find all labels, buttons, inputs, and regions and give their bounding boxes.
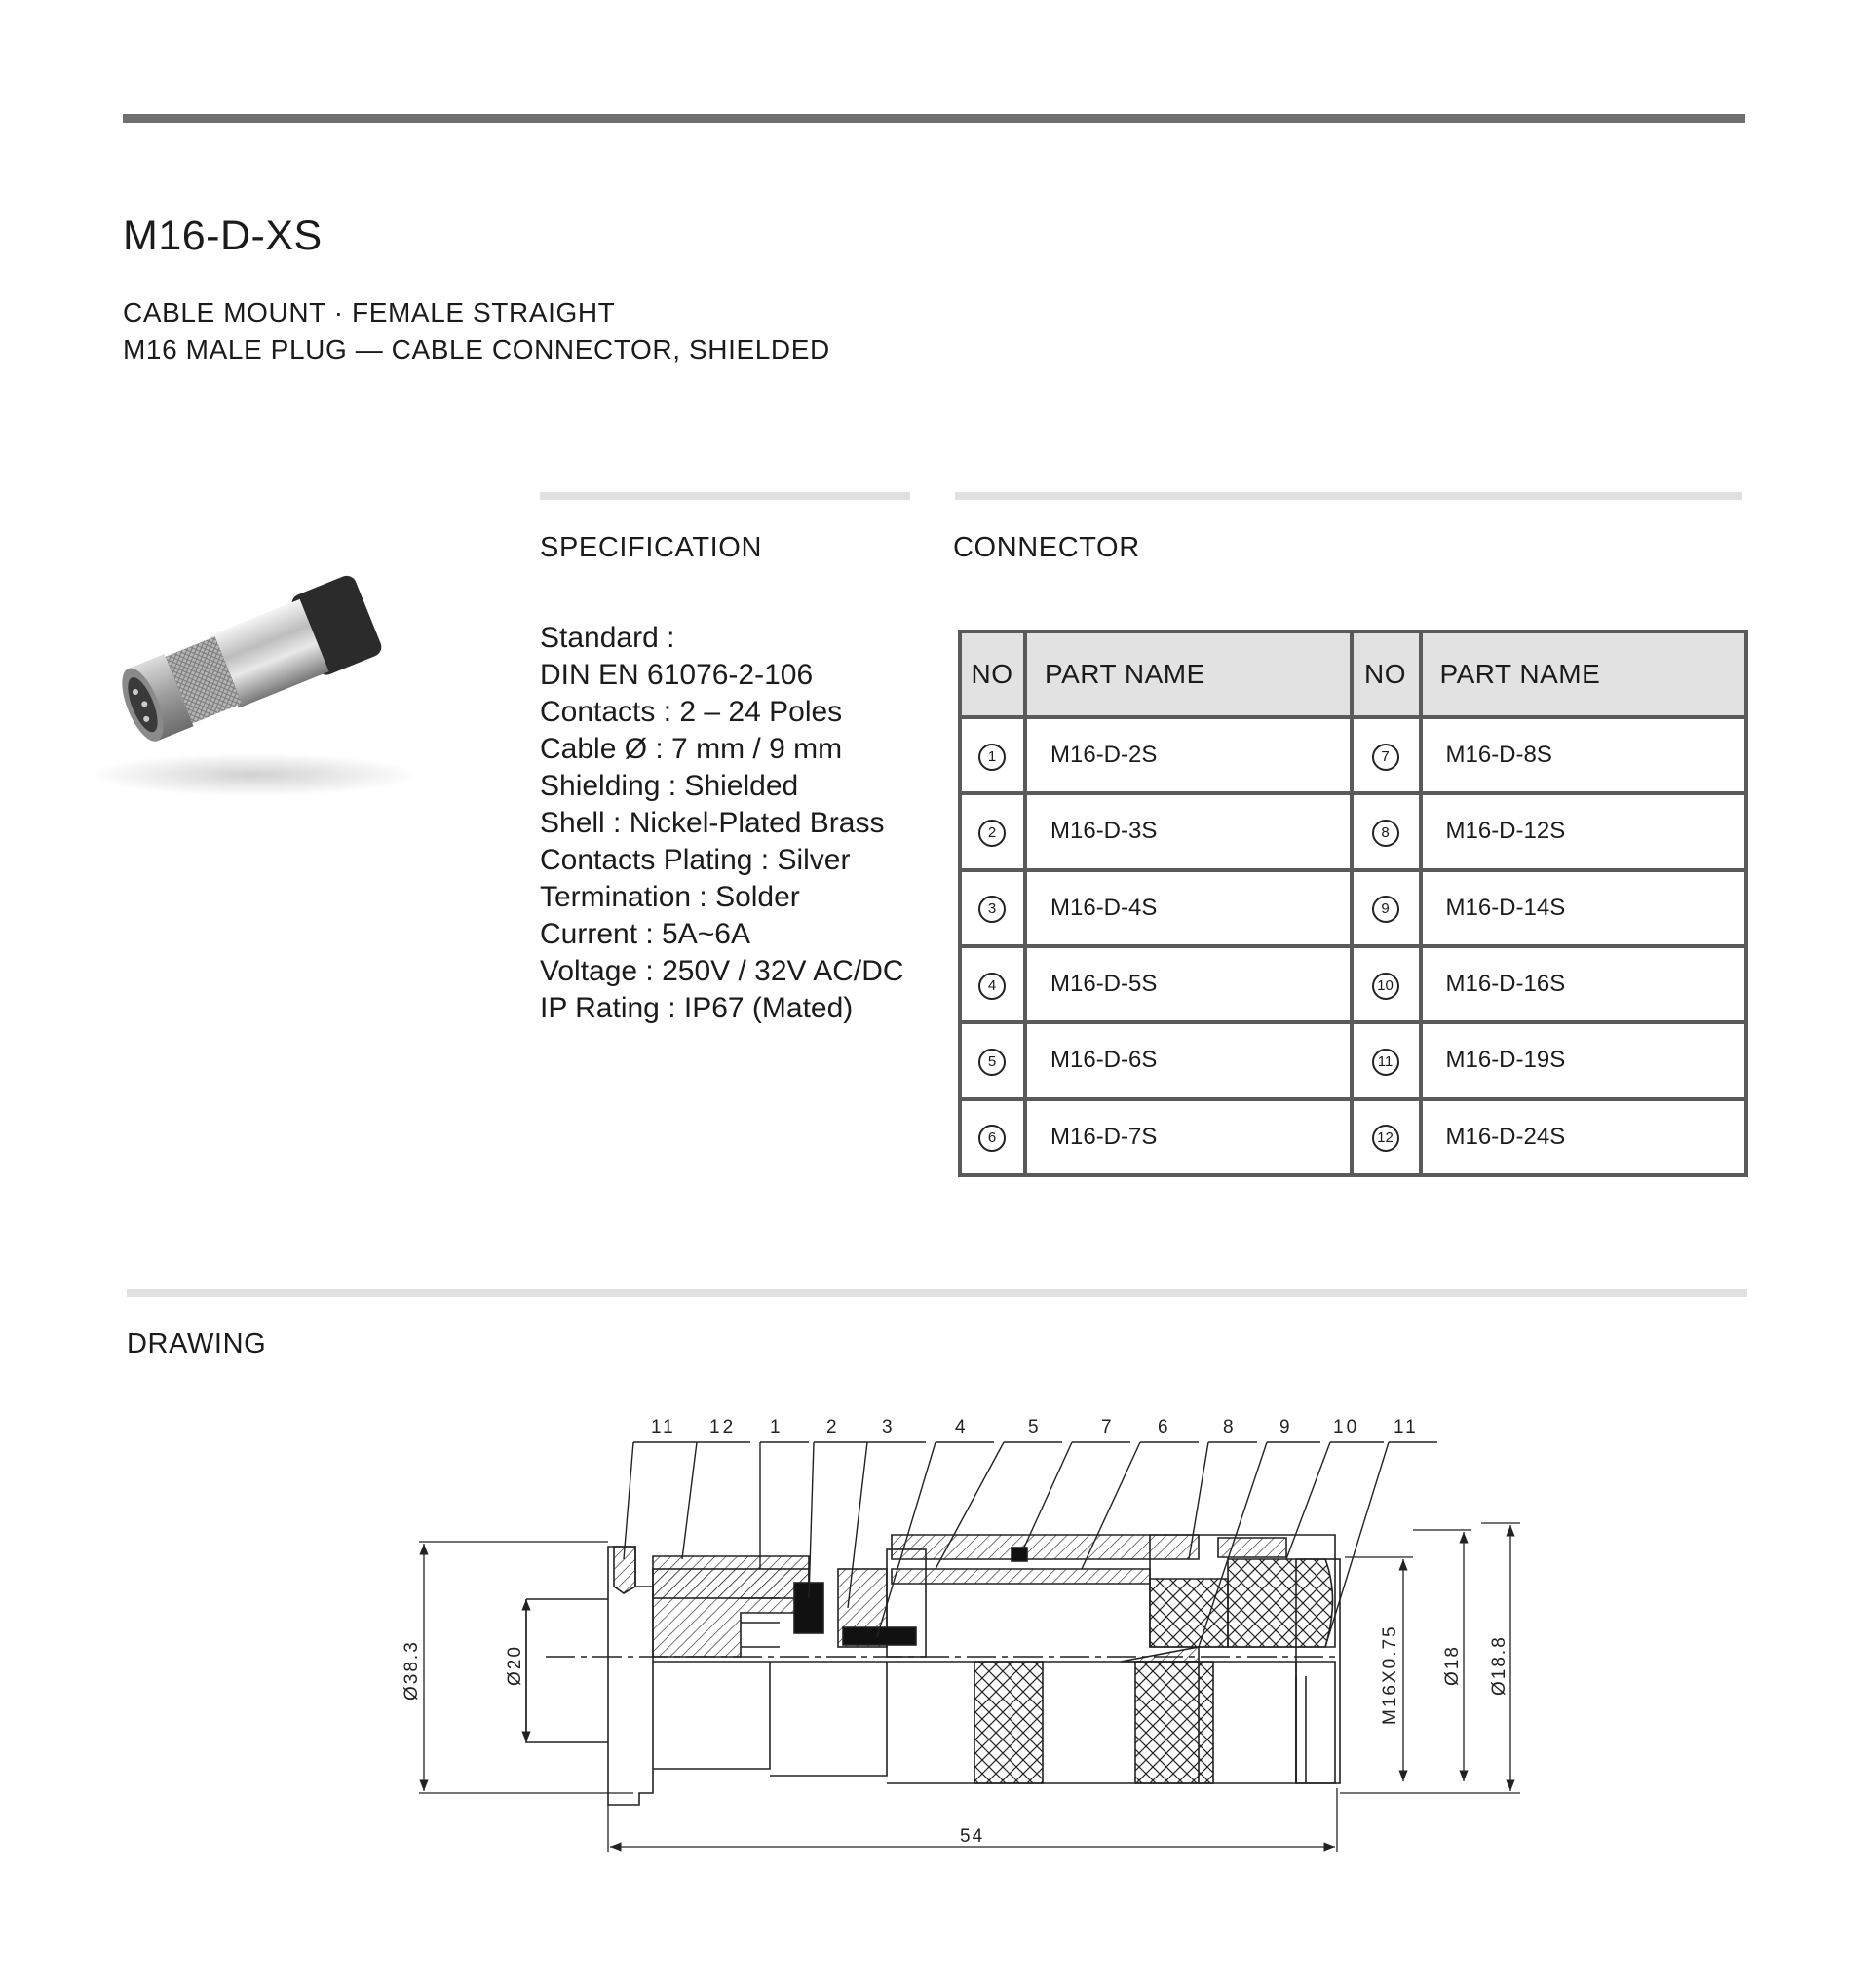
dim-d383: Ø38.3 <box>401 1640 422 1701</box>
spec-item: Standard : <box>540 622 675 654</box>
knurl-1 <box>974 1662 1043 1783</box>
body-top <box>892 1535 1199 1559</box>
part-name: M16-D-3S <box>1025 793 1352 869</box>
part-name: M16-D-4S <box>1025 870 1352 946</box>
product-title: M16-D-XS <box>123 212 323 259</box>
callout-label: 11 <box>651 1417 676 1437</box>
col-part-right: PART NAME <box>1421 631 1747 717</box>
connector-heading: CONNECTOR <box>953 532 1140 563</box>
part-name: M16-D-12S <box>1421 793 1747 869</box>
subtitle-line-1: CABLE MOUNT · FEMALE STRAIGHT <box>123 297 616 327</box>
part-name: M16-D-24S <box>1421 1099 1747 1175</box>
spec-item: IP Rating : IP67 (Mated) <box>540 992 854 1024</box>
callout-label: 5 <box>1028 1417 1042 1437</box>
dim-d20: Ø20 <box>505 1645 525 1686</box>
spec-heading: SPECIFICATION <box>540 532 763 563</box>
row-number: 4 <box>978 973 1006 1000</box>
part-name: M16-D-19S <box>1421 1022 1747 1098</box>
part-name: M16-D-16S <box>1421 946 1747 1022</box>
part-name: M16-D-7S <box>1025 1099 1352 1175</box>
dim-thread: M16X0.75 <box>1380 1625 1400 1725</box>
part-name: M16-D-14S <box>1421 870 1747 946</box>
row-number: 8 <box>1372 820 1399 847</box>
row-number: 6 <box>978 1125 1006 1152</box>
callout-label: 8 <box>1223 1417 1237 1437</box>
callout-label: 1 <box>770 1417 783 1437</box>
row-number: 5 <box>978 1049 1006 1076</box>
row-number: 7 <box>1372 744 1399 771</box>
spec-item: Shell : Nickel-Plated Brass <box>540 807 885 839</box>
front-nose <box>526 1599 608 1742</box>
knurl-2 <box>1135 1662 1213 1783</box>
col-no-left: NO <box>960 631 1025 717</box>
callout-label: 7 <box>1101 1417 1115 1437</box>
subtitle-line-2: M16 MALE PLUG — CABLE CONNECTOR, SHIELDED <box>123 334 830 364</box>
spec-item: Shielding : Shielded <box>540 770 799 802</box>
spec-item: DIN EN 61076-2-106 <box>540 659 814 691</box>
callout-label: 2 <box>826 1417 840 1437</box>
part-name: M16-D-8S <box>1421 717 1747 793</box>
spec-item: Contacts : 2 – 24 Poles <box>540 696 843 728</box>
row-number: 11 <box>1372 1049 1399 1076</box>
spec-item: Termination : Solder <box>540 881 800 913</box>
callout-label: 4 <box>955 1417 969 1437</box>
part-name: M16-D-5S <box>1025 946 1352 1022</box>
dim-length: 54 <box>960 1826 985 1847</box>
row-number: 2 <box>978 820 1006 847</box>
col-no-right: NO <box>1352 631 1421 717</box>
callout-label: 3 <box>882 1417 896 1437</box>
row-number: 1 <box>978 744 1006 771</box>
drawing-heading: DRAWING <box>127 1328 267 1359</box>
row-number: 9 <box>1372 896 1399 923</box>
callout-label: 6 <box>1158 1417 1171 1437</box>
spec-item: Contacts Plating : Silver <box>540 844 851 876</box>
row-number: 10 <box>1372 973 1399 1000</box>
dim-d188: Ø18.8 <box>1489 1635 1509 1696</box>
callout-label: 12 <box>709 1417 737 1437</box>
callout-label: 10 <box>1333 1417 1360 1437</box>
callout-label: 11 <box>1394 1417 1419 1437</box>
spec-item: Current : 5A~6A <box>540 918 750 950</box>
callout-label: 9 <box>1279 1417 1293 1437</box>
spec-item: Cable Ø : 7 mm / 9 mm <box>540 733 843 765</box>
row-number: 3 <box>978 896 1006 923</box>
part-name: M16-D-2S <box>1025 717 1352 793</box>
dim-d18: Ø18 <box>1442 1645 1463 1686</box>
col-part-left: PART NAME <box>1025 631 1352 717</box>
row-number: 12 <box>1372 1125 1399 1152</box>
part-name: M16-D-6S <box>1025 1022 1352 1098</box>
spec-item: Voltage : 250V / 32V AC/DC <box>540 955 904 987</box>
